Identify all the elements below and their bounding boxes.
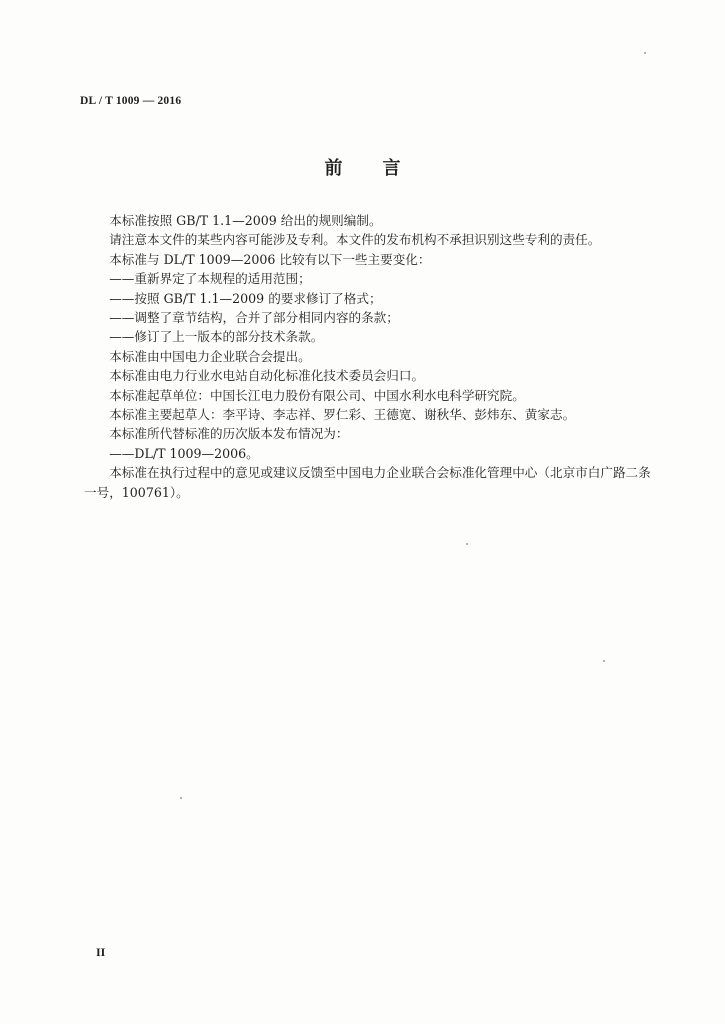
scan-speck <box>644 52 646 54</box>
paragraph-changes-intro: 本标准与 DL/T 1009—2006 比较有以下一些主要变化： <box>109 251 431 267</box>
foreword-title: 前言 <box>324 158 441 179</box>
paragraph-feedback-contact: 本标准在执行过程中的意见或建议反馈至中国电力企业联合会标准化管理中心（北京市白广路二条一号，100761）。 <box>84 465 651 500</box>
scan-speck <box>180 797 182 799</box>
standard-number-header: DL / T 1009 — 2016 <box>80 95 182 107</box>
list-item-change: ——调整了章节结构，合并了部分相同内容的条款； <box>109 310 399 326</box>
paragraph-drafting-rules: 本标准按照 GB/T 1.1—2009 给出的规则编制。 <box>109 213 382 228</box>
scan-speck <box>466 543 468 545</box>
paragraph-technical-committee: 本标准由电力行业水电站自动化标准化技术委员会归口。 <box>109 368 425 384</box>
scan-speck <box>603 660 605 662</box>
list-item-change: ——按照 GB/T 1.1—2009 的要求修订了格式； <box>109 290 382 306</box>
paragraph-previous-editions-intro: 本标准所代替标准的历次版本发布情况为： <box>109 426 349 442</box>
list-item-change: ——重新界定了本规程的适用范围； <box>109 271 311 287</box>
page-number: II <box>96 945 106 959</box>
paragraph-proposer: 本标准由中国电力企业联合会提出。 <box>109 348 311 364</box>
paragraph-drafters: 本标准主要起草人：李平诗、李志祥、罗仁彩、王德宽、谢秋华、彭炜东、黄家志。 <box>109 407 576 423</box>
foreword-body <box>84 211 658 502</box>
paragraph-drafting-organizations: 本标准起草单位：中国长江电力股份有限公司、中国水利水电科学研究院。 <box>109 387 525 403</box>
list-item-previous-edition: ——DL/T 1009—2006。 <box>109 445 259 461</box>
paragraph-patent-notice: 请注意本文件的某些内容可能涉及专利。本文件的发布机构不承担识别这些专利的责任。 <box>109 232 601 248</box>
list-item-change: ——修订了上一版本的部分技术条款。 <box>109 329 324 345</box>
